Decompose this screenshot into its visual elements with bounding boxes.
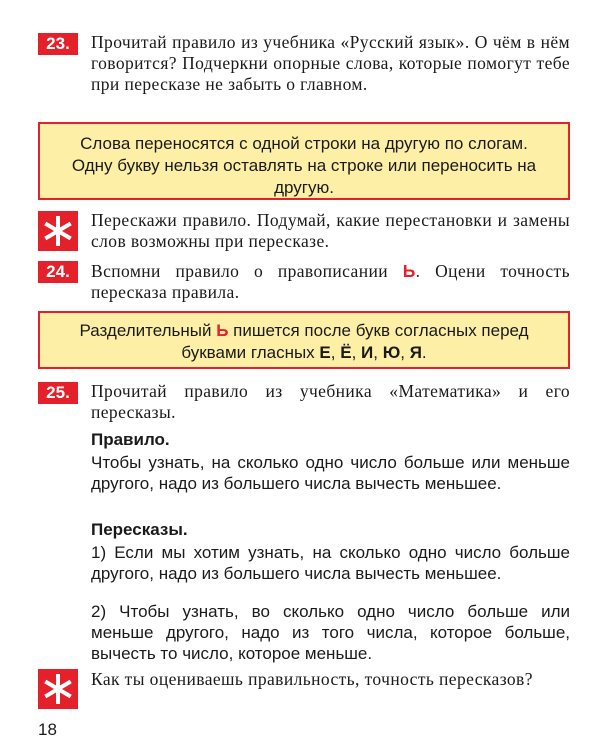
vowel-sep: ,	[330, 343, 341, 362]
exercise-number-23: 23.	[38, 33, 78, 55]
star-icon	[38, 211, 78, 251]
vowel-sep: ,	[373, 343, 383, 362]
vowel-e: Е	[319, 343, 331, 362]
math-rule-text: Чтобы узнать, на сколько одно число больше или меньше другого, надо из большего числа вычесть меньшее.	[91, 453, 570, 493]
exercise-24-text	[91, 261, 570, 303]
exercise-25-text: Прочитай правило из учебника «Математика» и его пересказы.	[91, 381, 570, 422]
vowel-sep: ,	[400, 343, 410, 362]
rule-box-soft-sign	[38, 311, 570, 369]
rule-2-part2: пишется после букв согласных перед буквами гласных	[181, 321, 529, 362]
vowel-sep: ,	[351, 343, 362, 362]
rule-2-part1: Разделительный	[79, 321, 217, 340]
exercise-23-text: Прочитай правило из учебника «Русский язык». О чём в нём говорится? Подчеркни опорные слова, которые помогут тебе при пересказе не забыть о главном.	[91, 32, 570, 94]
task-star-1-text: Перескажи правило. Подумай, какие перестановки и замены слов возможны при пересказе.	[91, 210, 570, 251]
asterisk-icon	[38, 211, 78, 251]
exercise-24-text-after: . Оцени точность пересказа правила.	[91, 261, 570, 302]
vowel-i: И	[361, 343, 374, 362]
rule-2-letter: Ь	[216, 321, 229, 340]
rule-box-hyphenation	[38, 122, 570, 200]
vowel-yo: Ё	[340, 343, 352, 362]
exercise-number-25: 25.	[38, 382, 78, 404]
rule-heading: Правило.	[91, 430, 170, 449]
soft-sign-letter: Ь	[402, 261, 416, 281]
vowel-yu: Ю	[382, 343, 401, 362]
rule-box-hyphenation-text: Слова переносятся с одной строки на другую по слогам. Одну букву нельзя оставлять на строке или переносить на другую.	[71, 134, 537, 197]
vowel-ya: Я	[409, 343, 422, 362]
retell-1-text: 1) Если мы хотим узнать, на сколько одно число больше другого, надо из большего числа вычесть меньшее.	[91, 543, 570, 583]
exercise-24-text-before: Вспомни правило о правописании	[91, 261, 403, 281]
exercise-number-24: 24.	[38, 261, 78, 283]
retell-heading: Пересказы.	[91, 520, 188, 539]
asterisk-icon	[38, 669, 78, 709]
task-star-2-text: Как ты оцениваешь правильность, точность пересказов?	[91, 669, 533, 689]
rule-2-end: .	[421, 343, 427, 362]
retell-2-text: 2) Чтобы узнать, во сколько одно число больше или меньше другого, надо из того числа, которое больше, вычесть то число, которое меньше.	[91, 602, 570, 663]
page-number: 18	[38, 720, 57, 739]
star-icon-2	[38, 669, 78, 709]
